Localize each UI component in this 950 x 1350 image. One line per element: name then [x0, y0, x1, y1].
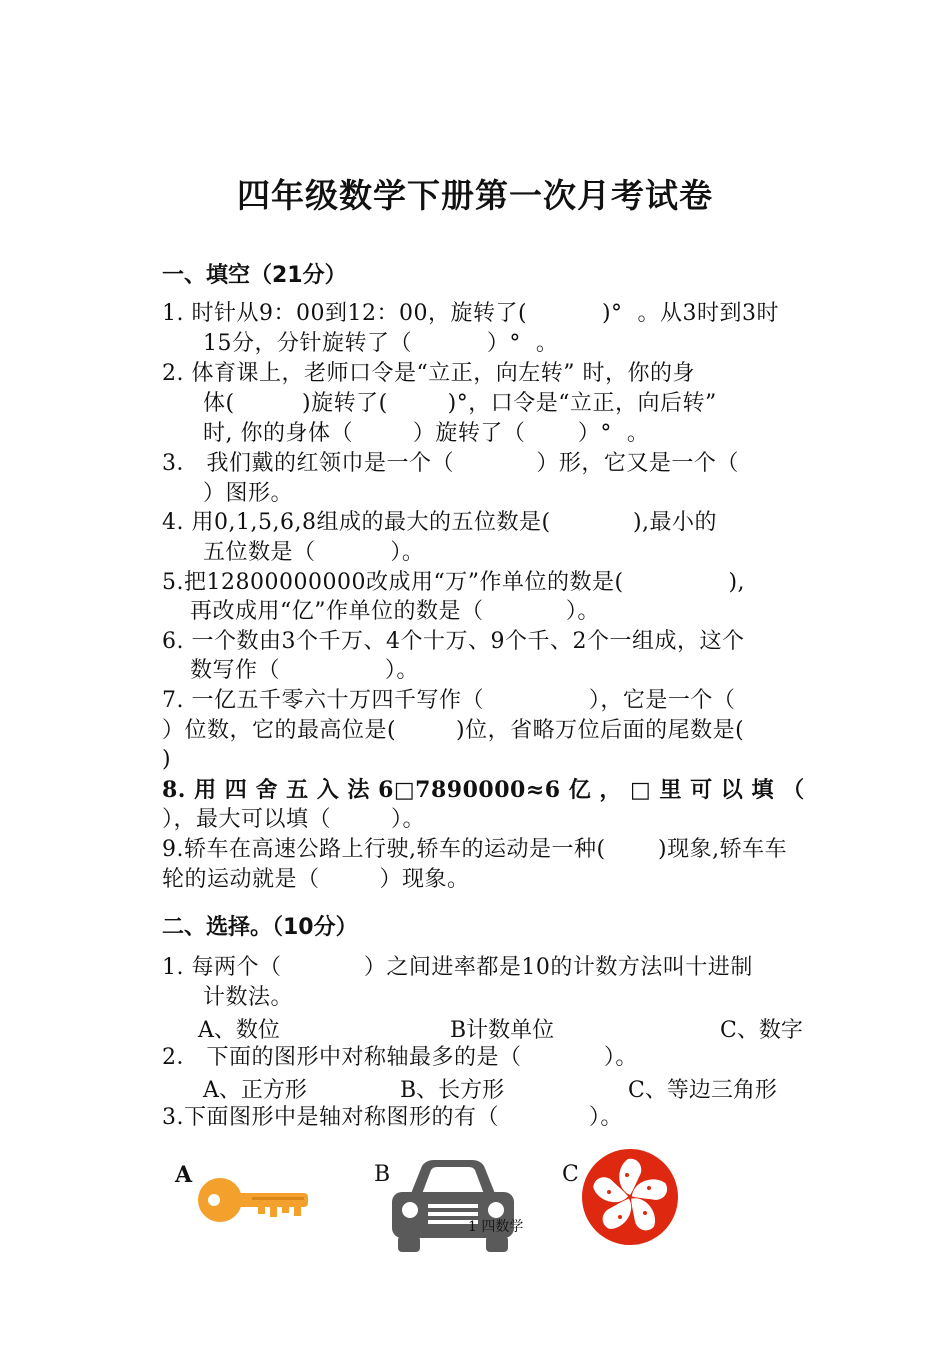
- q8-line-1: 8. 用 四 舍 五 入 法 6□7890000≈6 亿 ， □ 里 可 以 填 （: [162, 777, 805, 803]
- choice-q2-line: 2． 下面的图形中对称轴最多的是（ ）。: [162, 1045, 638, 1070]
- figure-label-c: C: [562, 1162, 579, 1187]
- section-heading-fill-blank: 一、填空（21分）: [162, 263, 347, 288]
- q9-line-1: 9.轿车在高速公路上行驶,轿车的运动是一种( )现象,轿车车: [162, 837, 788, 862]
- q2-line-3: 时, 你的身体（ ）旋转了（ ）° 。: [203, 421, 650, 446]
- figure-label-b: B: [374, 1162, 391, 1187]
- q7-line-2: ）位数，它的最高位是( )位，省略万位后面的尾数是(: [162, 718, 745, 743]
- q1-line-1: 1. 时针从9：00到12：00，旋转了( )° 。从3时到3时: [162, 301, 780, 326]
- section-heading-choice: 二、选择。（10分）: [162, 915, 358, 940]
- choice-q1-line-2: 计数法。: [203, 985, 294, 1010]
- choice-q1-option-a: A、数位: [198, 1018, 280, 1043]
- choice-q1-line-1: 1. 每两个（ ）之间进率都是10的计数方法叫十进制: [162, 955, 753, 980]
- choice-q2-option-b: B、长方形: [400, 1078, 505, 1103]
- q1-line-2: 15分，分针旋转了（ ）° 。: [203, 331, 559, 356]
- bauhinia-flag-icon: [580, 1147, 680, 1247]
- q7-line-3: ): [162, 747, 172, 772]
- q2-line-1: 2. 体育课上，老师口令是“立正，向左转” 时，你的身: [162, 361, 695, 386]
- q4-line-2: 五位数是（ ）。: [203, 540, 425, 565]
- page-footer: 1 四数学: [468, 1219, 524, 1235]
- page-title: 四年级数学下册第一次月考试卷: [237, 176, 713, 215]
- q5-line-1: 5.把12800000000改成用“万”作单位的数是( ),: [162, 570, 746, 595]
- q8-line-2: ），最大可以填（ ）。: [162, 807, 425, 832]
- q5-line-2: 再改成用“亿”作单位的数是（ ）。: [190, 599, 600, 624]
- q2-line-2: 体( )旋转了( )°，口令是“立正，向后转”: [203, 391, 717, 416]
- q4-line-1: 4. 用0,1,5,6,8组成的最大的五位数是( ),最小的: [162, 510, 718, 535]
- choice-q1-option-c: C、数字: [720, 1018, 803, 1043]
- q6-line-1: 6. 一个数由3个千万、4个十万、9个千、2个一组成，这个: [162, 629, 745, 654]
- q9-line-2: 轮的运动就是（ ）现象。: [162, 867, 470, 892]
- choice-q3-line: 3.下面图形中是轴对称图形的有（ ）。: [162, 1105, 623, 1130]
- choice-q2-option-c: C、等边三角形: [628, 1078, 777, 1103]
- q6-line-2: 数写作（ ）。: [190, 658, 419, 683]
- q7-line-1: 7. 一亿五千零六十万四千写作（ ），它是一个（: [162, 688, 736, 713]
- figure-label-a: A: [175, 1162, 193, 1188]
- q3-line-1: 3． 我们戴的红领巾是一个（ ）形，它又是一个（: [162, 451, 739, 476]
- q3-line-2: ）图形。: [203, 481, 294, 506]
- car-icon: [388, 1158, 518, 1254]
- choice-q1-option-b: B计数单位: [450, 1018, 555, 1043]
- choice-q2-option-a: A、正方形: [203, 1078, 307, 1103]
- key-icon: [196, 1170, 311, 1230]
